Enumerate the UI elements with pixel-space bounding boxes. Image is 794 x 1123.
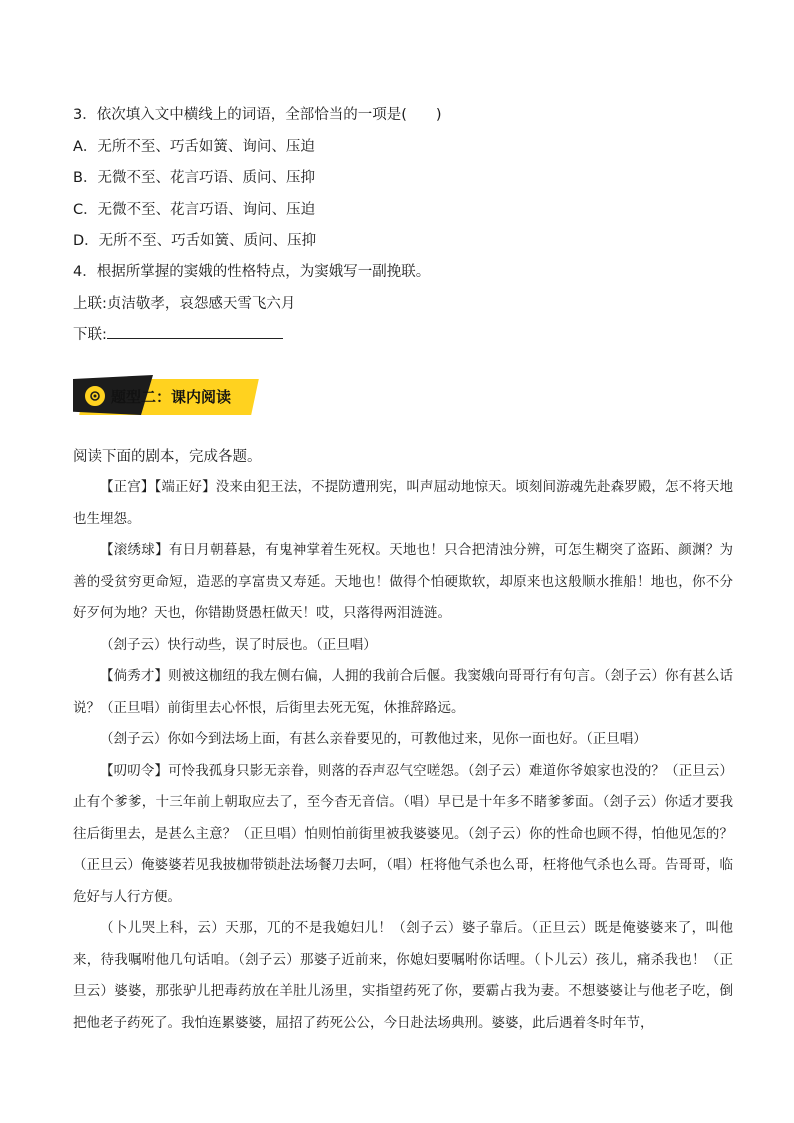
section-banner	[73, 375, 259, 419]
couplet-lower	[73, 323, 283, 344]
answer-blank	[107, 326, 283, 339]
reading-instruction: 阅读下面的剧本，完成各题。	[73, 449, 262, 465]
script-paragraph: （卜儿哭上科，云）天那，兀的不是我媳妇儿！（刽子云）婆子靠后。（正旦云）既是俺婆婆来了，叫他来，待我嘱咐他几句话咱。（刽子云）那婆子近前来，你媳妇要嘱咐你话哩。（卜儿云）孩儿，痛杀我也！（正旦云）婆婆，那张驴儿把毒药放在羊肚儿汤里，实指望药死了你，要霸占我为妻。不想婆婆让与他老子吃，倒把他老子药死了。我怕连累婆婆，屈招了药死公公，今日赴法场典刑。婆婆，此后遇着冬时年节，	[73, 920, 733, 1031]
question-4: 4．根据所掌握的窦娥的性格特点，为窦娥写一副挽联。	[73, 264, 431, 280]
script-paragraph: 【叨叨令】可怜我孤身只影无亲眷，则落的吞声忍气空嗟怨。（刽子云）难道你爷娘家也没的？（正旦云）止有个爹爹，十三年前上朝取应去了，至今杳无音信。（唱）早已是十年多不睹爹爹面。（刽子云）你适才要我往后街里去，是甚么主意？（正旦唱）怕则怕前街里被我婆婆见。（刽子云）你的性命也顾不得，怕他见怎的？（正旦云）俺婆婆若见我披枷带锁赴法场餐刀去呵，（唱）枉将他气杀也么哥，枉将他气杀也么哥。告哥哥，临危好与人行方便。	[73, 762, 733, 905]
script-paragraph: （刽子云）快行动些，误了时辰也。（正旦唱）	[100, 636, 377, 653]
option-b: B．无微不至、花言巧语、质问、压抑	[73, 170, 315, 186]
option-c: C．无微不至、花言巧语、询问、压迫	[73, 202, 316, 218]
script-paragraph: 【倘秀才】则被这枷纽的我左侧右偏，人拥的我前合后偃。我窦娥向哥哥行有句言。（刽子云）你有甚么话说？（正旦唱）前街里去心怀恨，后街里去死无冤，休推辞路远。	[73, 668, 733, 716]
question-3: 3．依次填入文中横线上的词语，全部恰当的一项是( )	[73, 107, 442, 123]
script-paragraph: 【正宫】【端正好】没来由犯王法，不提防遭刑宪，叫声屈动地惊天。顷刻间游魂先赴森罗殿，怎不将天地也生埋怨。	[73, 479, 733, 527]
couplet-upper: 上联:贞洁敬孝，哀怨感天雪飞六月	[73, 296, 296, 312]
script-paragraph: 【滚绣球】有日月朝暮悬，有鬼神掌着生死权。天地也！只合把清浊分辨，可怎生糊突了盗跖、颜渊？为善的受贫穷更命短，造恶的享富贵又寿延。天地也！做得个怕硬欺软，却原来也这般顺水推船！地也，你不分好歹何为地？天也，你错勘贤愚枉做天！哎，只落得两泪涟涟。	[73, 542, 733, 621]
couplet-lower-label: 下联:	[73, 327, 107, 343]
section-title: 题型二：课内阅读	[111, 388, 232, 406]
option-a: A．无所不至、巧舌如簧、询问、压迫	[73, 139, 315, 155]
option-d: D．无所不至、巧舌如簧、质问、压抑	[73, 233, 317, 249]
head-gear-icon	[83, 384, 107, 408]
script-paragraph: （刽子云）你如今到法场上面，有甚么亲眷要见的，可教他过来，见你一面也好。（正旦唱）	[100, 731, 647, 747]
script-text	[73, 472, 733, 1039]
